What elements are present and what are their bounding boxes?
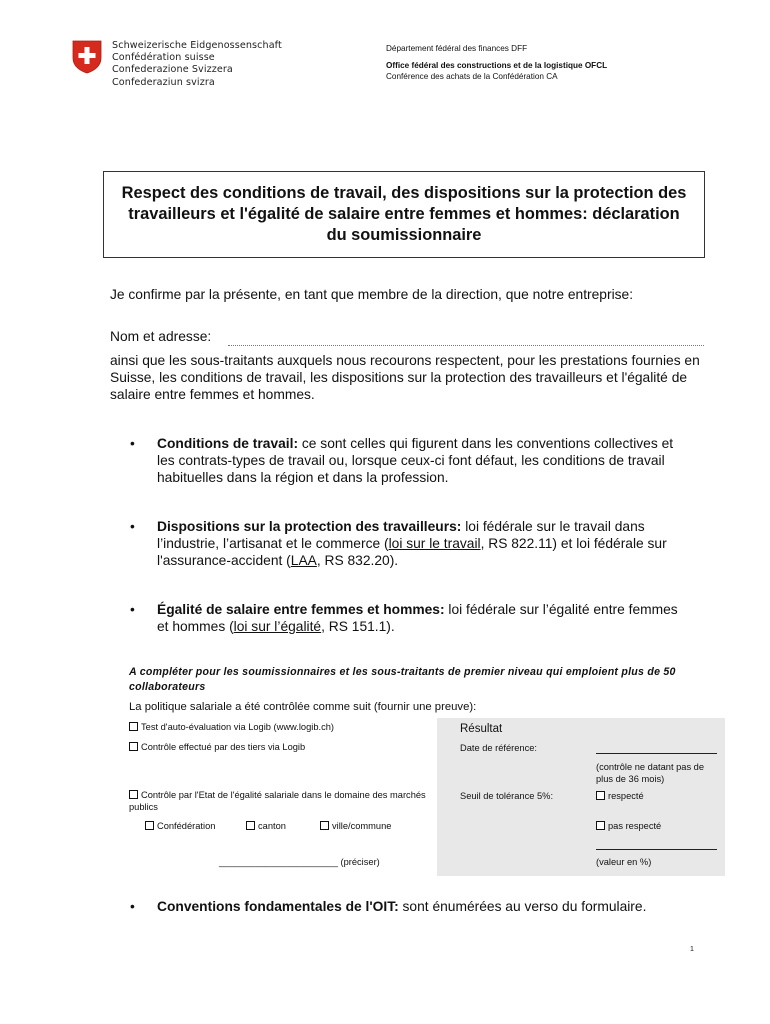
loi-travail-link[interactable]: loi sur le travail bbox=[388, 536, 481, 551]
ref-date-label: Date de référence: bbox=[460, 743, 538, 753]
checkbox-not-respected[interactable] bbox=[596, 821, 605, 830]
checkbox-state-control[interactable] bbox=[129, 790, 138, 799]
conditions-term: Conditions de travail: bbox=[157, 436, 299, 451]
checkbox-third-party[interactable] bbox=[129, 742, 138, 751]
option-logib-label: Test d'auto-évaluation via Logib (www.logib.ch) bbox=[141, 722, 334, 732]
confirm-text: Je confirme par la présente, en tant que membre de la direction, que notre entreprise: bbox=[110, 287, 634, 302]
checkbox-respected[interactable] bbox=[596, 791, 605, 800]
bullet-marker: • bbox=[130, 602, 135, 617]
option-logib[interactable] bbox=[129, 722, 334, 734]
checkbox-confederation[interactable] bbox=[145, 821, 154, 830]
value-note: (valeur en %) bbox=[596, 857, 652, 867]
preciser-field[interactable]: _______________________ (préciser) bbox=[219, 857, 380, 867]
option-ville-label: ville/commune bbox=[332, 821, 392, 831]
checkbox-logib[interactable] bbox=[129, 722, 138, 731]
egalite-term: Égalité de salaire entre femmes et hommes: bbox=[157, 602, 445, 617]
department-name: Département fédéral des finances DFF bbox=[386, 44, 528, 53]
loi-egalite-link[interactable]: loi sur l’égalité bbox=[233, 619, 322, 634]
bullet-protection bbox=[130, 518, 690, 569]
bullet-conditions bbox=[130, 435, 690, 486]
salary-check-heading: A compléter pour les soumissionnaires et les sous-traitants de premier niveau qui emploient plus de 50 collaborateurs bbox=[129, 666, 676, 693]
checkbox-canton[interactable] bbox=[246, 821, 255, 830]
org-line-it: Confederazione Svizzera bbox=[112, 64, 233, 76]
option-respected-label: respecté bbox=[608, 791, 644, 801]
ref-date-note: (contrôle ne datant pas de plus de 36 mois) bbox=[596, 762, 705, 784]
laa-link[interactable]: LAA bbox=[290, 553, 317, 568]
swiss-coat-of-arms-icon bbox=[72, 40, 102, 74]
org-names bbox=[112, 40, 282, 89]
name-address-label: Nom et adresse: bbox=[110, 329, 212, 344]
option-confederation[interactable] bbox=[145, 821, 215, 833]
option-not-respected[interactable] bbox=[596, 821, 661, 833]
bullet-marker: • bbox=[130, 519, 135, 534]
value-field[interactable] bbox=[596, 838, 717, 850]
protection-text: , RS 832.20). bbox=[316, 553, 399, 568]
document-title: Respect des conditions de travail, des dispositions sur la protection des travailleurs et l'égalité de salaire entre femmes et hommes: déclaration du soumissionnaire bbox=[121, 184, 687, 244]
egalite-text: loi fédérale sur l’égalité entre femmes et hommes ( bbox=[157, 602, 678, 634]
option-third-party[interactable] bbox=[129, 742, 305, 754]
option-ville[interactable] bbox=[320, 821, 391, 833]
protection-text: loi fédérale sur le travail dans l’industrie, l’artisanat et le commerce ( bbox=[157, 519, 645, 551]
oit-term: Conventions fondamentales de l'OIT: bbox=[157, 899, 399, 914]
conference-name: Conférence des achats de la Confédération CA bbox=[386, 72, 558, 81]
org-line-de: Schweizerische Eidgenossenschaft bbox=[112, 40, 282, 51]
protection-term: Dispositions sur la protection des travailleurs: bbox=[157, 519, 462, 534]
office-name: Office fédéral des constructions et de la logistique OFCL bbox=[386, 61, 608, 70]
protection-text: , RS 822.11) et loi fédérale sur l'assurance-accident ( bbox=[157, 536, 667, 568]
page-number: 1 bbox=[690, 946, 694, 953]
org-line-fr: Confédération suisse bbox=[112, 52, 215, 64]
option-confederation-label: Confédération bbox=[157, 821, 216, 831]
bullet-marker: • bbox=[130, 899, 135, 914]
org-line-rm: Confederaziun svizra bbox=[112, 76, 215, 88]
title-box bbox=[103, 171, 705, 258]
option-canton-label: canton bbox=[258, 821, 286, 831]
name-address-field[interactable] bbox=[228, 345, 704, 346]
tolerance-label: Seuil de tolérance 5%: bbox=[460, 791, 554, 801]
bullet-oit bbox=[130, 898, 690, 915]
option-respected[interactable] bbox=[596, 791, 644, 803]
conditions-text: ce sont celles qui figurent dans les conventions collectives et les contrats-types de travail ou, lorsque ceux-ci font défaut, les conditions de travail habituelles dans la région et dans la profession. bbox=[157, 436, 674, 485]
subcontractors-text: ainsi que les sous-traitants auxquels nous recourons respectent, pour les prestations fournies en Suisse, les conditions de travail, les dispositions sur la protection des travailleurs et l'égalité de salaire entre femmes et hommes. bbox=[110, 353, 700, 402]
salary-check-intro: La politique salariale a été contrôlée comme suit (fournir une preuve): bbox=[129, 701, 477, 713]
option-third-party-label: Contrôle effectué par des tiers via Logib bbox=[141, 742, 306, 752]
bullet-marker: • bbox=[130, 436, 135, 451]
bullet-egalite bbox=[130, 601, 690, 635]
checkbox-ville[interactable] bbox=[320, 821, 329, 830]
egalite-text: , RS 151.1). bbox=[321, 619, 395, 634]
department-header bbox=[386, 43, 607, 82]
ref-date-field[interactable] bbox=[596, 742, 717, 754]
oit-text: sont énumérées au verso du formulaire. bbox=[398, 899, 647, 914]
option-not-respected-label: pas respecté bbox=[608, 821, 662, 831]
confederation-header bbox=[72, 40, 282, 89]
option-canton[interactable] bbox=[246, 821, 286, 833]
option-state-control-label: Contrôle par l'Etat de l'égalité salariale dans le domaine des marchés publics bbox=[129, 790, 426, 812]
option-state-control[interactable] bbox=[129, 790, 429, 813]
result-title: Résultat bbox=[460, 723, 503, 735]
